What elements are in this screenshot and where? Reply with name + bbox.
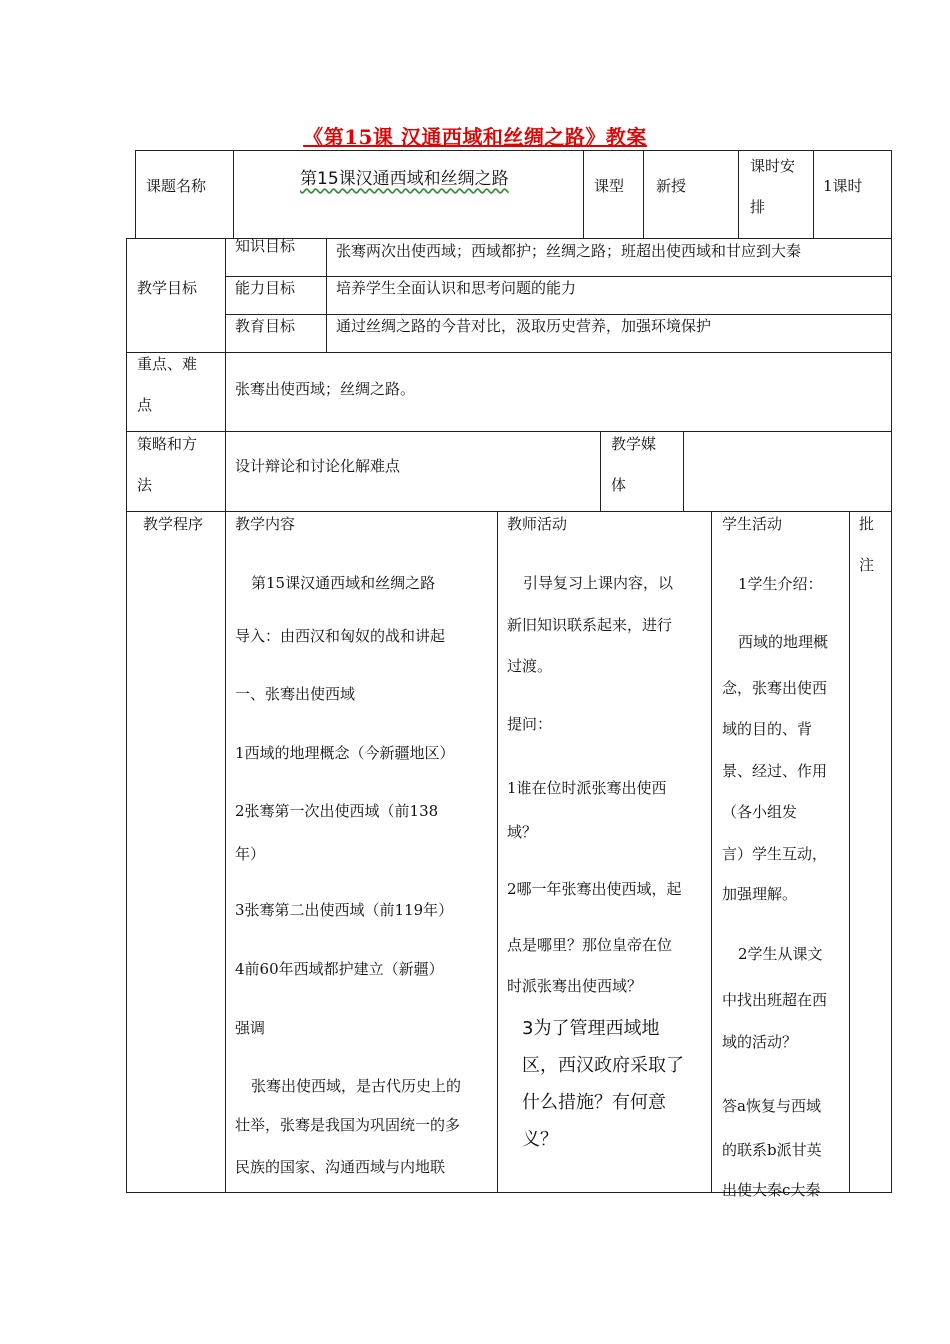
student-line: 加强理解。 — [722, 885, 798, 903]
teacher-line: 引导复习上课内容，以 — [523, 574, 674, 592]
student-line: 域的活动？ — [722, 1033, 798, 1051]
student-line: 景、经过、作用 — [722, 762, 828, 780]
keypoints-label-cont: 点 — [137, 396, 153, 414]
content-column — [235, 560, 493, 1188]
teacher-question-line: 义？ — [522, 1129, 558, 1150]
goal-value-knowledge: 张骞两次出使西域；西域都护；丝绸之路；班超出使西域和甘应到大秦 — [336, 242, 802, 260]
student-line: 答a恢复与西域 — [722, 1097, 821, 1115]
divider — [497, 511, 498, 1193]
media-label-cont: 体 — [611, 476, 627, 494]
goal-label-education: 教育目标 — [235, 317, 296, 335]
goal-value-education: 通过丝绸之路的今昔对比，汲取历史营养，加强环境保护 — [336, 317, 712, 335]
teacher-line: 1谁在位时派张骞出使西 — [507, 779, 667, 797]
student-line: 念，张骞出使西 — [722, 679, 828, 697]
student-line: 2学生从课文 — [738, 945, 823, 963]
student-line: （各小组发 — [722, 803, 798, 821]
strategy-label: 策略和方 — [137, 435, 198, 453]
program-header: 教学程序 — [143, 515, 204, 533]
content-line: 壮举，张骞是我国为巩固统一的多 — [235, 1116, 461, 1134]
divider — [600, 431, 601, 511]
divider — [126, 352, 892, 353]
goal-label-ability: 能力目标 — [235, 279, 296, 297]
teacher-line: 过渡。 — [507, 657, 553, 675]
divider — [711, 511, 712, 1193]
content-line: 强调 — [235, 1019, 266, 1037]
teacher-header: 教师活动 — [507, 515, 568, 533]
content-line: 一、张骞出使西域 — [235, 685, 356, 703]
content-line: 民族的国家、沟通西域与内地联 — [235, 1158, 446, 1176]
student-header: 学生活动 — [722, 515, 783, 533]
teacher-question-line: 3为了管理西域地 — [522, 1018, 660, 1039]
divider — [849, 511, 850, 1193]
divider — [813, 150, 814, 239]
media-label: 教学媒 — [611, 435, 657, 453]
student-line: 1学生介绍： — [738, 575, 823, 593]
type-label: 课型 — [594, 177, 625, 195]
strategy-value: 设计辩论和讨论化解难点 — [235, 457, 401, 475]
topic-label: 课题名称 — [146, 177, 207, 195]
content-line: 年） — [235, 845, 266, 863]
teacher-line: 2哪一年张骞出使西域，起 — [507, 880, 682, 898]
content-line: 4前60年西域都护建立（新疆） — [235, 960, 444, 978]
content-line: 3张骞第二出使西域（前119年） — [235, 901, 454, 919]
teacher-line: 新旧知识联系起来，进行 — [507, 616, 673, 634]
divider — [683, 431, 684, 511]
hours-label: 课时安 — [750, 157, 796, 175]
student-line: 的联系b派甘英 — [722, 1141, 822, 1159]
content-line: 第15课汉通西域和丝绸之路 — [251, 574, 436, 592]
teacher-column — [507, 560, 707, 1012]
hours-label-cont: 排 — [750, 198, 766, 216]
goal-value-ability: 培养学生全面认识和思考问题的能力 — [336, 279, 577, 297]
teacher-question-line: 什么措施？有何意 — [522, 1092, 666, 1113]
keypoints-label: 重点、难 — [137, 355, 198, 373]
goals-label: 教学目标 — [137, 279, 198, 297]
divider — [583, 150, 584, 239]
divider — [326, 238, 327, 353]
student-line: 出使大秦c大秦 — [722, 1181, 821, 1199]
divider — [225, 238, 226, 1193]
teacher-question-line: 区，西汉政府采取了 — [522, 1055, 684, 1076]
notes-header: 批 — [859, 515, 875, 533]
student-line: 言）学生互动， — [722, 845, 828, 863]
content-line: 2张骞第一次出使西域（前138 — [235, 802, 439, 820]
goal-label-knowledge: 知识目标 — [235, 237, 296, 255]
content-line: 导入：由西汉和匈奴的战和讲起 — [235, 627, 446, 645]
teacher-question-block — [522, 1010, 702, 1158]
divider — [233, 150, 234, 239]
student-line: 中找出班超在西 — [722, 991, 828, 1009]
teacher-line: 提问： — [507, 715, 553, 733]
hours-value: 1课时 — [823, 177, 863, 195]
content-line: 张骞出使西域，是古代历史上的 — [251, 1077, 462, 1095]
content-line: 1西域的地理概念（今新疆地区） — [235, 744, 455, 762]
divider — [126, 431, 892, 432]
type-value: 新授 — [656, 177, 687, 195]
student-line: 西域的地理概 — [738, 633, 829, 651]
notes-header-cont: 注 — [859, 556, 875, 574]
strategy-label-cont: 法 — [137, 476, 153, 494]
document-title: 《第15课 汉通西域和丝绸之路》教案 — [303, 125, 647, 149]
keypoints-value: 张骞出使西域；丝绸之路。 — [235, 380, 416, 398]
content-header: 教学内容 — [235, 515, 296, 533]
divider — [738, 150, 739, 239]
divider — [643, 150, 644, 239]
teacher-line: 点是哪里？那位皇帝在位 — [507, 936, 673, 954]
teacher-line: 时派张骞出使西域？ — [507, 977, 643, 995]
student-line: 域的目的、背 — [722, 720, 813, 738]
student-column — [722, 562, 847, 1222]
topic-value: 第15课汉通西域和丝绸之路 — [300, 169, 509, 189]
teacher-line: 域？ — [507, 823, 538, 841]
